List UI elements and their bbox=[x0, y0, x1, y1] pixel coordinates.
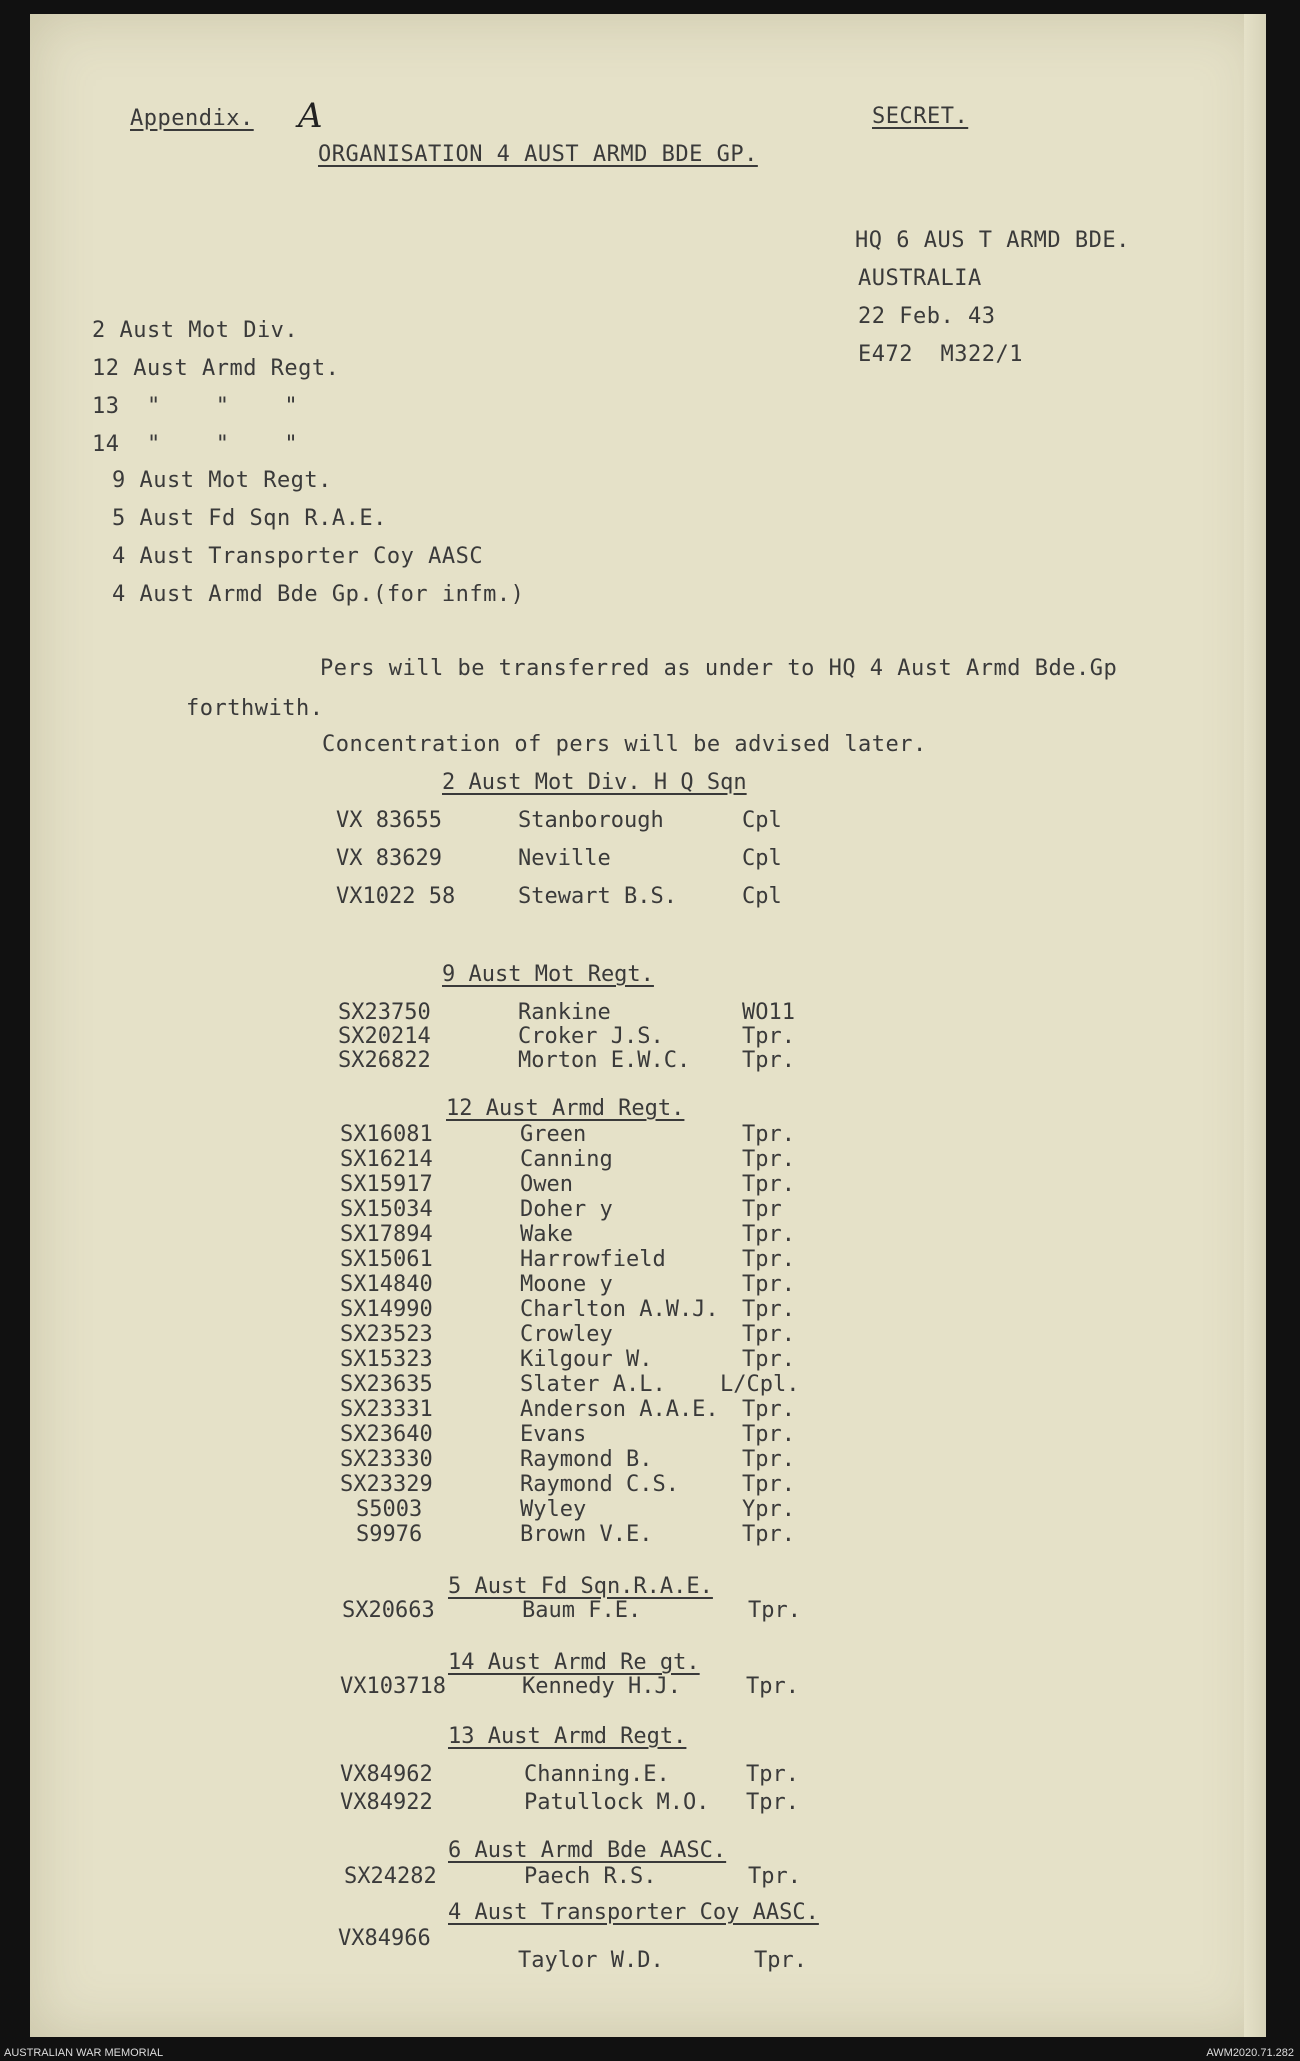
rank: Cpl bbox=[742, 846, 782, 871]
person-name: Paech R.S. bbox=[524, 1864, 657, 1889]
person-name: Canning bbox=[520, 1147, 613, 1172]
rank: Tpr. bbox=[748, 1598, 801, 1623]
person-name: Moone y bbox=[520, 1272, 613, 1297]
section-title: 5 Aust Fd Sqn.R.A.E. bbox=[448, 1574, 713, 1599]
person-name: Stanborough bbox=[518, 808, 664, 833]
footer-institution: AUSTRALIAN WAR MEMORIAL bbox=[4, 2047, 164, 2059]
sender-line: HQ 6 AUS T ARMD BDE. bbox=[855, 228, 1130, 253]
person-name: Croker J.S. bbox=[518, 1024, 664, 1049]
service-number: SX23640 bbox=[340, 1422, 433, 1447]
service-number: SX23330 bbox=[340, 1447, 433, 1472]
distribution-item: 4 Aust Armd Bde Gp.(for infm.) bbox=[112, 582, 525, 607]
sender-line: 22 Feb. 43 bbox=[858, 304, 996, 329]
rank: Tpr. bbox=[742, 1397, 795, 1422]
body-paragraph-line: forthwith. bbox=[186, 696, 324, 721]
service-number: SX24282 bbox=[344, 1864, 437, 1889]
distribution-item: 5 Aust Fd Sqn R.A.E. bbox=[112, 506, 387, 531]
service-number: SX14990 bbox=[340, 1297, 433, 1322]
person-name: Crowley bbox=[520, 1322, 613, 1347]
section-title: 14 Aust Armd Re gt. bbox=[448, 1650, 700, 1675]
service-number: VX1022 58 bbox=[336, 884, 456, 909]
person-name: Neville bbox=[518, 846, 611, 871]
person-name: Morton E.W.C. bbox=[518, 1048, 691, 1073]
service-number: SX23331 bbox=[340, 1397, 433, 1422]
person-name: Green bbox=[520, 1122, 587, 1147]
person-name: Kilgour W. bbox=[520, 1347, 653, 1372]
rank: Tpr. bbox=[742, 1024, 795, 1049]
rank: Tpr. bbox=[742, 1172, 795, 1197]
section-title: 12 Aust Armd Regt. bbox=[446, 1096, 685, 1121]
person-name: Stewart B.S. bbox=[518, 884, 677, 909]
distribution-item: 14 " " " bbox=[92, 432, 299, 457]
service-number: SX17894 bbox=[340, 1222, 433, 1247]
service-number: SX16214 bbox=[340, 1147, 433, 1172]
distribution-item: 9 Aust Mot Regt. bbox=[112, 468, 332, 493]
classification-label: SECRET. bbox=[872, 104, 969, 129]
person-name: Doher y bbox=[520, 1197, 613, 1222]
service-number: SX14840 bbox=[340, 1272, 433, 1297]
person-name: Wake bbox=[520, 1222, 573, 1247]
person-name: Brown V.E. bbox=[520, 1522, 653, 1547]
rank: Ypr. bbox=[742, 1497, 795, 1522]
rank: Tpr. bbox=[742, 1347, 795, 1372]
section-title: 6 Aust Armd Bde AASC. bbox=[448, 1838, 727, 1863]
service-number: S5003 bbox=[356, 1497, 423, 1522]
service-number: S9976 bbox=[356, 1522, 423, 1547]
body-paragraph: Concentration of pers will be advised later. bbox=[322, 732, 927, 757]
rank: Tpr. bbox=[742, 1122, 795, 1147]
rank: Tpr bbox=[742, 1197, 782, 1222]
rank: Tpr. bbox=[742, 1447, 795, 1472]
distribution-item: 12 Aust Armd Regt. bbox=[92, 356, 340, 381]
rank: Tpr. bbox=[742, 1472, 795, 1497]
service-number: VX 83629 bbox=[336, 846, 442, 871]
service-number: SX15034 bbox=[340, 1197, 433, 1222]
rank: Tpr. bbox=[742, 1272, 795, 1297]
rank: Cpl bbox=[742, 884, 782, 909]
rank: Tpr. bbox=[742, 1147, 795, 1172]
rank: Tpr. bbox=[742, 1322, 795, 1347]
service-number: SX20663 bbox=[342, 1598, 435, 1623]
rank: Tpr. bbox=[746, 1674, 799, 1699]
service-number: SX20214 bbox=[338, 1024, 431, 1049]
service-number: SX26822 bbox=[338, 1048, 431, 1073]
footer-accession-number: AWM2020.71.282 bbox=[1206, 2047, 1294, 2059]
person-name: Raymond B. bbox=[520, 1447, 653, 1472]
rank: Tpr. bbox=[742, 1422, 795, 1447]
distribution-item: 13 " " " bbox=[92, 394, 299, 419]
service-number: VX 83655 bbox=[336, 808, 442, 833]
appendix-handwritten-mark: A bbox=[298, 96, 323, 136]
person-name: Charlton A.W.J. bbox=[520, 1297, 719, 1322]
service-number: SX23523 bbox=[340, 1322, 433, 1347]
person-name: Owen bbox=[520, 1172, 573, 1197]
rank: Tpr. bbox=[742, 1222, 795, 1247]
rank: Cpl bbox=[742, 808, 782, 833]
person-name: Harrowfield bbox=[520, 1247, 666, 1272]
person-name: Channing.E. bbox=[524, 1762, 670, 1787]
body-paragraph-line: Pers will be transferred as under to HQ 4 Aust Armd Bde.Gp bbox=[320, 656, 1118, 681]
rank: WO11 bbox=[742, 1000, 795, 1025]
service-number: SX23635 bbox=[340, 1372, 433, 1397]
person-name: Raymond C.S. bbox=[520, 1472, 679, 1497]
section-title: 2 Aust Mot Div. H Q Sqn bbox=[442, 770, 747, 795]
service-number: SX23750 bbox=[338, 1000, 431, 1025]
person-name: Kennedy H.J. bbox=[522, 1674, 681, 1699]
service-number: SX16081 bbox=[340, 1122, 433, 1147]
distribution-item: 2 Aust Mot Div. bbox=[92, 318, 299, 343]
person-name: Wyley bbox=[520, 1497, 587, 1522]
section-title: 9 Aust Mot Regt. bbox=[442, 962, 654, 987]
person-name: Baum F.E. bbox=[522, 1598, 642, 1623]
rank: Tpr. bbox=[746, 1790, 799, 1815]
rank: Tpr. bbox=[742, 1297, 795, 1322]
service-number: VX84966 bbox=[338, 1926, 431, 1951]
service-number: SX15323 bbox=[340, 1347, 433, 1372]
service-number: VX103718 bbox=[340, 1674, 446, 1699]
person-name: Slater A.L. bbox=[520, 1372, 666, 1397]
section-title: 13 Aust Armd Regt. bbox=[448, 1724, 687, 1749]
person-name: Patullock M.O. bbox=[524, 1790, 710, 1815]
rank: Tpr. bbox=[746, 1762, 799, 1787]
page-edge bbox=[1244, 14, 1266, 2037]
service-number: VX84922 bbox=[340, 1790, 433, 1815]
rank: L/Cpl. bbox=[720, 1372, 800, 1397]
rank: Tpr. bbox=[742, 1247, 795, 1272]
person-name: Rankine bbox=[518, 1000, 611, 1025]
service-number: VX84962 bbox=[340, 1762, 433, 1787]
sender-line: E472 M322/1 bbox=[858, 342, 1023, 367]
rank: Tpr. bbox=[742, 1048, 795, 1073]
rank: Tpr. bbox=[754, 1948, 807, 1973]
person-name: Evans bbox=[520, 1422, 587, 1447]
service-number: SX15917 bbox=[340, 1172, 433, 1197]
service-number: SX15061 bbox=[340, 1247, 433, 1272]
appendix-label: Appendix. bbox=[130, 106, 254, 131]
person-name: Anderson A.A.E. bbox=[520, 1397, 719, 1422]
section-title: 4 Aust Transporter Coy AASC. bbox=[448, 1900, 819, 1925]
person-name: Taylor W.D. bbox=[518, 1948, 664, 1973]
sender-line: AUSTRALIA bbox=[858, 266, 982, 291]
rank: Tpr. bbox=[748, 1864, 801, 1889]
distribution-item: 4 Aust Transporter Coy AASC bbox=[112, 544, 484, 569]
service-number: SX23329 bbox=[340, 1472, 433, 1497]
document-title: ORGANISATION 4 AUST ARMD BDE GP. bbox=[318, 142, 758, 167]
rank: Tpr. bbox=[742, 1522, 795, 1547]
